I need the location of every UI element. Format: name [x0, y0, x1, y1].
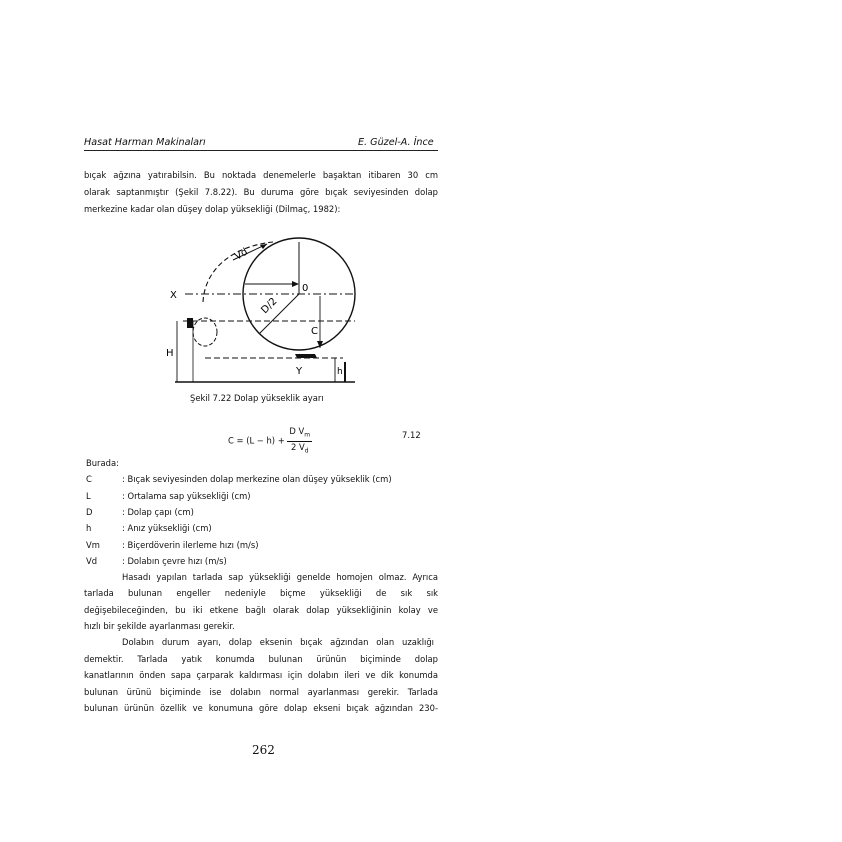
definitions-title: Burada: [86, 458, 119, 468]
def-text: : Bıçak seviyesinden dolap merkezine olan düşey yükseklik (cm) [122, 474, 392, 484]
para2-line-3: kanatlarının önden sapa çarparak kaldırması için dolabın ileri ve dik konumda [84, 670, 438, 680]
def-text: : Ortalama sap yüksekliği (cm) [122, 491, 251, 501]
def-text: : Dolap çapı (cm) [122, 507, 194, 517]
running-header-right: E. Güzel-A. İnce [358, 137, 434, 148]
label-d-half: D/2 [259, 296, 280, 317]
cutter-bar [187, 318, 193, 328]
label-h-big: H [166, 348, 174, 359]
def-symbol: Vd [86, 556, 98, 566]
intro-line-3: merkezine kadar olan düşey dolap yüksekliği (Dilmaç, 1982): [84, 204, 341, 214]
def-symbol: C [86, 474, 92, 484]
intro-line-1: bıçak ağzına yatırabilsin. Bu noktada denemelerle başaktan itibaren 30 cm [84, 170, 438, 180]
equation-fraction [287, 426, 312, 456]
label-h-small: h [337, 367, 343, 377]
para1-line-3: değişebileceğinden, bu iki etkene bağlı olarak dolap yüksekliğinin kolay ve [84, 605, 438, 615]
label-x: X [170, 290, 177, 301]
para2-line-1: Dolabın durum ayarı, dolap eksenin bıçak ağzından olan uzaklığı [122, 637, 434, 647]
intro-line-2: olarak saptanmıştır (Şekil 7.8.22). Bu duruma göre bıçak seviyesinden dolap [84, 187, 438, 197]
para1-line-4: hızlı bir şekilde ayarlanması gerekir. [84, 621, 235, 631]
def-symbol: h [86, 523, 92, 533]
equation-denominator-sub: d [304, 447, 309, 455]
def-symbol: D [86, 507, 93, 517]
label-o: 0 [302, 283, 309, 294]
label-c: C [311, 326, 318, 337]
equation-numerator-sub: m [304, 431, 311, 439]
equation-numerator: D V [289, 426, 305, 436]
para1-line-1: Hasadı yapılan tarlada sap yüksekliği genelde homojen olmaz. Ayrıca [122, 572, 438, 582]
def-text: : Dolabın çevre hızı (m/s) [122, 556, 227, 566]
para2-line-5: bulunan ürünün özellik ve konumuna göre dolap ekseni bıçak ağzından 230- [84, 703, 438, 713]
running-header-left: Hasat Harman Makinaları [84, 137, 206, 148]
label-y: Y [296, 366, 303, 377]
para2-line-2: demektir. Tarlada yatık konumda bulunan ürünün biçiminde dolap [84, 654, 438, 664]
def-symbol: L [86, 491, 91, 501]
para2-line-4: bulunan ürünü biçiminde ise dolabın normal ayarlanması gerekir. Tarlada [84, 687, 438, 697]
header-rule [84, 150, 438, 151]
def-symbol: Vm [86, 540, 100, 550]
equation-number: 7.12 [402, 430, 421, 440]
para1-line-2: tarlada bulunan engeller nedeniyle biçme yüksekliği de sık sık [84, 588, 438, 598]
equation [228, 426, 312, 456]
label-vd: Vd [233, 246, 250, 263]
reel-height-diagram [165, 232, 365, 387]
figure-caption: Şekil 7.22 Dolap yükseklik ayarı [190, 393, 324, 403]
def-text: : Anız yüksekliği (cm) [122, 523, 212, 533]
equation-lhs: C = (L − h) + [228, 435, 285, 446]
equation-denominator: 2 V [290, 441, 305, 452]
page-number: 262 [252, 743, 275, 757]
def-text: : Biçerdöverin ilerleme hızı (m/s) [122, 540, 259, 550]
